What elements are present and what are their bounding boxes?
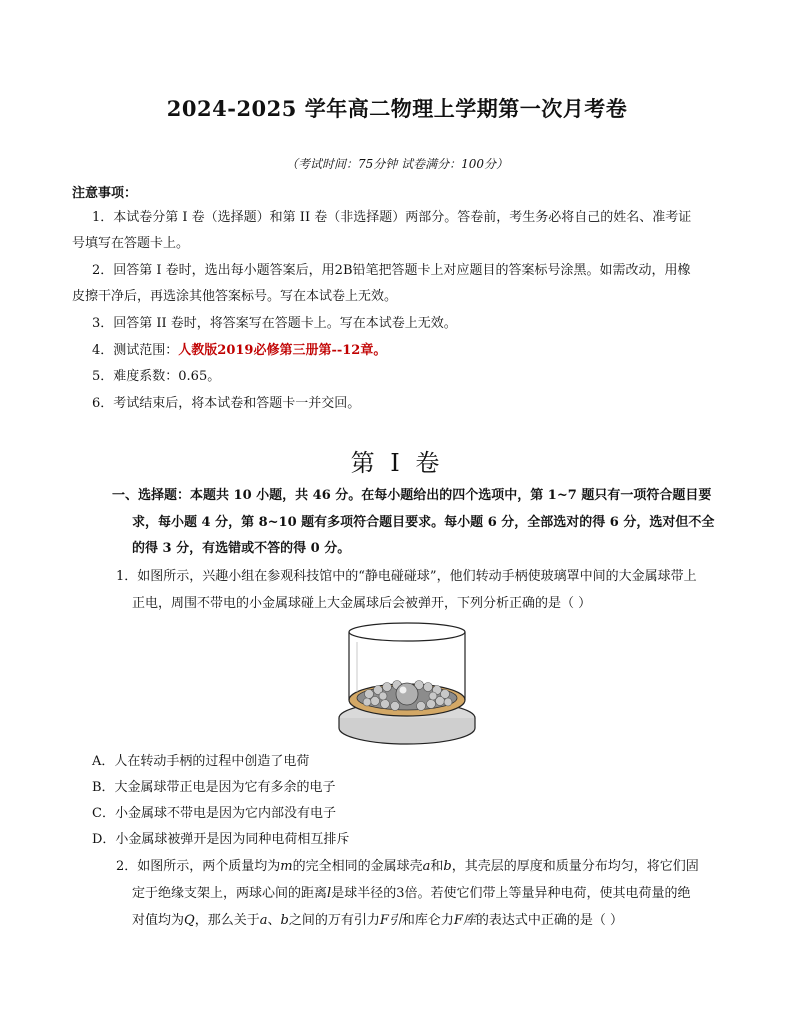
question-1-line-2: 正电，周围不带电的小金属球碰上大金属球后会被弹开，下列分析正确的是（ ） (132, 596, 592, 611)
question-2-line-3 (132, 912, 623, 930)
note-2-line-2: 皮擦干净后，再选涂其他答案标号。写在本试卷上无效。 (72, 289, 398, 304)
question-1-line-1: 1．如图所示，兴趣小组在参观科技馆中的“静电碰碰球”，他们转动手柄使玻璃罩中间的大金属球带上 (116, 569, 697, 584)
question-1-option-c: C．小金属球不带电是因为它内部没有电子 (92, 806, 336, 821)
q2-text-2b: 是球半径的3倍。若使它们带上等量异种电荷，使其电荷量的绝 (331, 886, 691, 901)
note-6: 6．考试结束后，将本试卷和答题卡一并交回。 (92, 396, 361, 411)
note-1-line-1: 1．本试卷分第 I 卷（选择题）和第 II 卷（非选择题）两部分。答卷前，考生务必将自己的姓名、准考证 (92, 210, 692, 225)
q2-var-q: Q (184, 913, 195, 928)
q2-var-b: b (443, 859, 452, 874)
note-4-prefix: 4．测试范围： (92, 343, 179, 358)
question-2-line-2 (132, 885, 690, 903)
q2-text-1d: ，其壳层的厚度和质量分布均匀，将它们固 (451, 859, 699, 874)
section-title: 第 I 卷 (350, 449, 444, 477)
note-4-scope: 人教版2019必修第三册第--12章。 (178, 343, 387, 358)
q2-text-1c: 和 (430, 859, 444, 874)
q2-var-f-gravity: F引 (379, 913, 402, 928)
q2-text-3b: ，那么关于 (194, 913, 260, 928)
q2-text-3d: 之间的万有引力 (288, 913, 380, 928)
section-instruction-line-3: 的得 3 分，有选错或不答的得 0 分。 (132, 541, 351, 556)
q2-var-f-coulomb: F库 (453, 913, 476, 928)
q2-var-a: a (422, 859, 431, 874)
q2-text-3c: 、 (267, 913, 281, 928)
q2-text-3f: 的表达式中正确的是（ ） (475, 913, 624, 928)
note-2-line-1: 2．回答第 I 卷时，选出每小题答案后，用2B铅笔把答题卡上对应题目的答案标号涂黑。如需改动，用橡 (92, 263, 691, 278)
q2-var-l: l (327, 886, 332, 901)
question-1-option-a: A．人在转动手柄的过程中创造了电荷 (92, 754, 310, 769)
q2-var-b2: b (280, 913, 289, 928)
question-1-option-b: B．大金属球带正电是因为它有多余的电子 (92, 780, 336, 795)
electrostatic-ball-figure (335, 622, 480, 747)
question-2-line-1 (116, 858, 699, 876)
q2-var-m: m (280, 859, 293, 874)
q2-var-a2: a (259, 913, 268, 928)
q2-text-1a: 2．如图所示，两个质量均为 (116, 859, 281, 874)
section-instruction-line-2: 求，每小题 4 分，第 8~10 题有多项符合题目要求。每小题 6 分，全部选对的得 6 分，选对但不全 (132, 515, 715, 530)
q2-text-3e: 和库仑力 (401, 913, 454, 928)
q2-text-3a: 对值均为 (132, 913, 185, 928)
question-1-option-d: D．小金属球被弹开是因为同种电荷相互排斥 (92, 832, 350, 847)
exam-subtitle: （考试时间：75分钟 试卷满分：100分） (286, 157, 508, 171)
section-instruction-line-1: 一、选择题：本题共 10 小题，共 46 分。在每小题给出的四个选项中，第 1~7 题只有一项符合题目要 (112, 488, 712, 503)
note-4 (92, 342, 386, 360)
note-3: 3．回答第 II 卷时，将答案写在答题卡上。写在本试卷上无效。 (92, 316, 457, 331)
note-1-line-2: 号填写在答题卡上。 (72, 236, 190, 251)
q2-text-1b: 的完全相同的金属球壳 (292, 859, 423, 874)
q2-text-2a: 定于绝缘支架上，两球心间的距离 (132, 886, 328, 901)
page-title: 2024-2025 学年高二物理上学期第一次月考卷 (166, 96, 628, 121)
notes-heading: 注意事项： (72, 186, 138, 201)
note-5: 5．难度系数：0.65。 (92, 369, 221, 384)
